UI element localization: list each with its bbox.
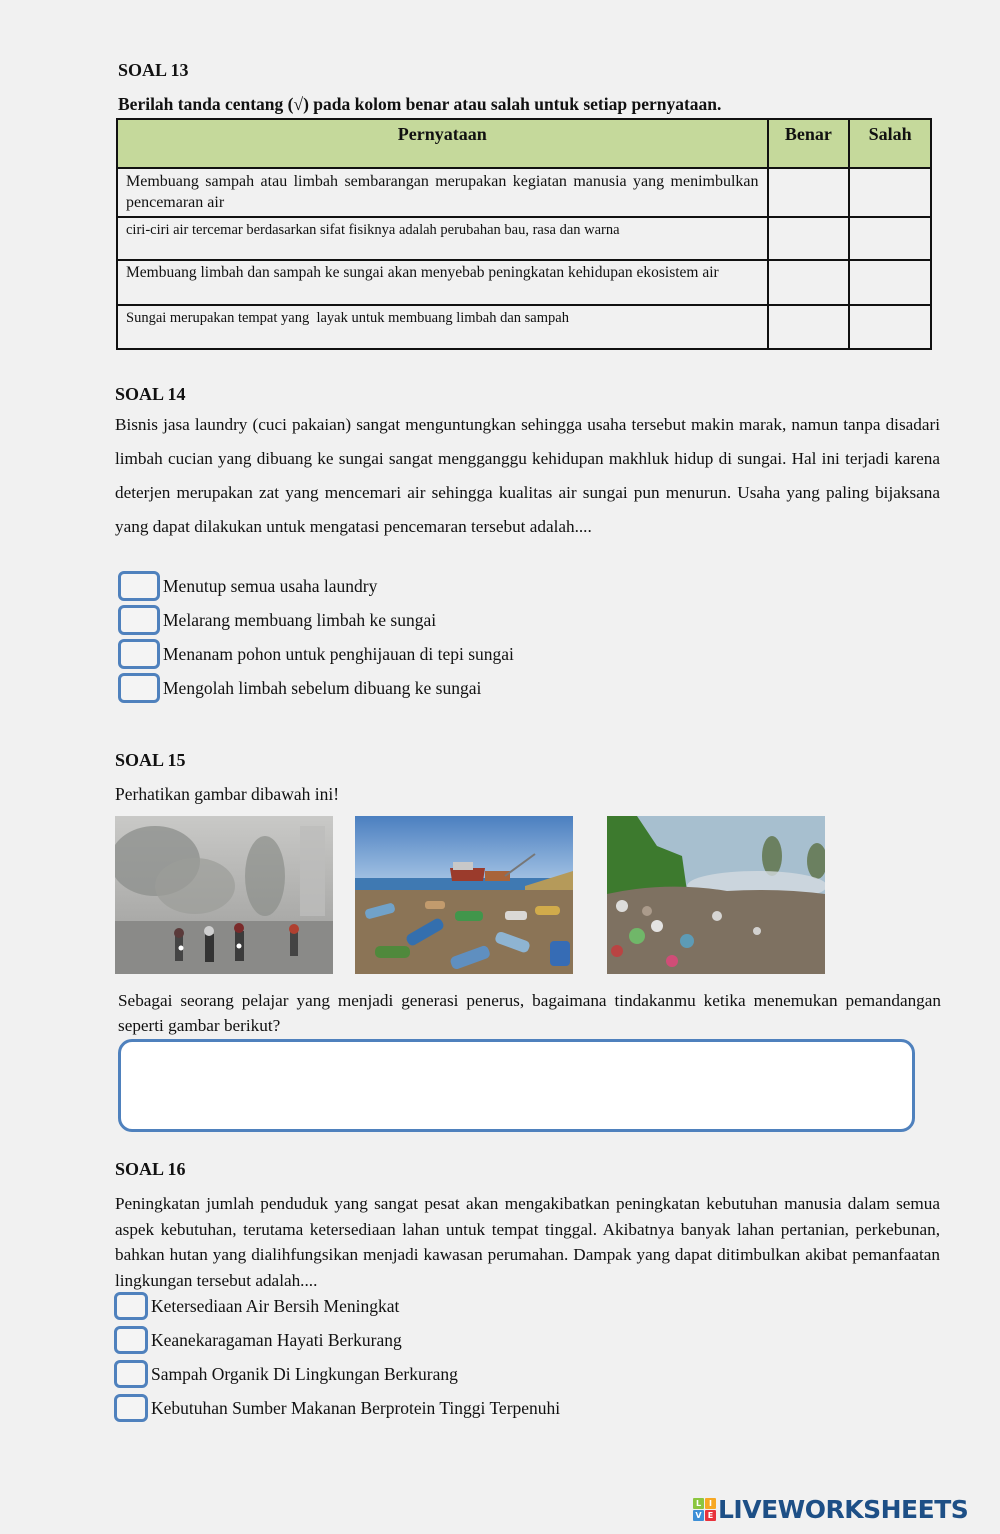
soal-16-option[interactable]: [114, 1292, 399, 1320]
true-false-table: [116, 118, 932, 350]
soal-14-option[interactable]: [118, 571, 377, 601]
option-label: Mengolah limbah sebelum dibuang ke sungai: [163, 677, 482, 698]
option-checkbox[interactable]: [114, 1394, 148, 1422]
table-row: [117, 260, 931, 305]
benar-checkbox-cell[interactable]: [768, 168, 850, 217]
option-label: Menutup semua usaha laundry: [163, 575, 378, 596]
option-label: Menanam pohon untuk penghijauan di tepi sungai: [163, 643, 514, 664]
option-checkbox[interactable]: [114, 1292, 148, 1320]
soal-14-option[interactable]: [118, 605, 436, 635]
logo-letter-l: L: [693, 1498, 704, 1509]
plastic-waste-beach-photo: [355, 816, 573, 974]
statement-cell: Sungai merupakan tempat yang layak untuk membuang limbah dan sampah: [117, 305, 768, 349]
live-blocks-icon: [693, 1498, 716, 1521]
soal-14-question: Bisnis jasa laundry (cuci pakaian) sangat menguntungkan sehingga usaha tersebut makin marak, namun tanpa disadari limbah cucian yang dibuang ke sungai sangat mengganggu kehidupan makhluk hidup di sungai. Hal ini terjadi karena deterjen merupakan zat yang mencemari air sehingga kualitas air sungai pun menurun. Usaha yang paling bijaksana yang dapat dilakukan untuk mengatasi pencemaran tersebut adalah....: [115, 415, 940, 536]
salah-checkbox-cell[interactable]: [849, 168, 931, 217]
option-label: Kebutuhan Sumber Makanan Berprotein Tinggi Terpenuhi: [151, 1397, 561, 1418]
header-salah: Salah: [849, 119, 931, 168]
logo-text: LIVEWORKSHEETS: [718, 1495, 969, 1524]
logo-letter-i: I: [705, 1498, 716, 1509]
smog-traffic-photo: [115, 816, 333, 974]
salah-checkbox-cell[interactable]: [849, 217, 931, 260]
table-row: [117, 305, 931, 349]
soal-15-question: Sebagai seorang pelajar yang menjadi generasi penerus, bagaimana tindakanmu ketika menemukan pemandangan seperti gambar berikut?: [118, 991, 941, 1035]
option-label: Sampah Organik Di Lingkungan Berkurang: [151, 1363, 458, 1384]
soal-15-instruction: Perhatikan gambar dibawah ini!: [115, 784, 340, 804]
soal-13-instruction: Berilah tanda centang (√) pada kolom benar atau salah untuk setiap pernyataan.: [118, 94, 722, 114]
option-checkbox[interactable]: [118, 639, 160, 669]
table-row: [117, 217, 931, 260]
option-label: Melarang membuang limbah ke sungai: [163, 609, 437, 630]
statement-cell: ciri-ciri air tercemar berdasarkan sifat fisiknya adalah perubahan bau, rasa dan warna: [117, 217, 768, 260]
header-pernyataan: Pernyataan: [117, 119, 768, 168]
statement-cell: Membuang limbah dan sampah ke sungai akan menyebab peningkatan kehidupan ekosistem air: [117, 260, 768, 305]
benar-checkbox-cell[interactable]: [768, 260, 850, 305]
option-label: Ketersediaan Air Bersih Meningkat: [151, 1295, 400, 1316]
statement-cell: Membuang sampah atau limbah sembarangan merupakan kegiatan manusia yang menimbulkan pencemaran air: [117, 168, 768, 217]
soal-14-option[interactable]: [118, 639, 514, 669]
soal-14-option[interactable]: [118, 673, 481, 703]
soal-14-title: SOAL 14: [115, 384, 186, 404]
soal-16-question: Peningkatan jumlah penduduk yang sangat pesat akan mengakibatkan peningkatan kebutuhan manusia dalam semua aspek kebutuhan, terutama ketersediaan lahan untuk tempat tinggal. Akibatnya banyak lahan pertanian, perkebunan, bahkan hutan yang dialihfungsikan menjadi kawasan perumahan. Dampak yang dapat ditimbulkan akibat pemanfaatan lingkungan tersebut adalah....: [115, 1194, 940, 1290]
soal-15-answer-input[interactable]: [118, 1039, 915, 1132]
option-checkbox[interactable]: [118, 571, 160, 601]
liveworksheets-logo: [693, 1495, 968, 1524]
salah-checkbox-cell[interactable]: [849, 305, 931, 349]
burning-garbage-dump-photo: [607, 816, 825, 974]
soal-16-title: SOAL 16: [115, 1159, 186, 1179]
soal-16-option[interactable]: [114, 1326, 402, 1354]
option-checkbox[interactable]: [114, 1326, 148, 1354]
soal-15-title: SOAL 15: [115, 750, 186, 770]
soal-16-option[interactable]: [114, 1394, 560, 1422]
salah-checkbox-cell[interactable]: [849, 260, 931, 305]
benar-checkbox-cell[interactable]: [768, 217, 850, 260]
option-label: Keanekaragaman Hayati Berkurang: [151, 1329, 402, 1350]
option-checkbox[interactable]: [114, 1360, 148, 1388]
option-checkbox[interactable]: [118, 605, 160, 635]
logo-letter-v: V: [693, 1510, 704, 1521]
option-checkbox[interactable]: [118, 673, 160, 703]
table-row: [117, 168, 931, 217]
soal-16-option[interactable]: [114, 1360, 458, 1388]
table-header-row: [117, 119, 931, 168]
benar-checkbox-cell[interactable]: [768, 305, 850, 349]
header-benar: Benar: [768, 119, 850, 168]
logo-letter-e: E: [705, 1510, 716, 1521]
soal-13-title: SOAL 13: [118, 60, 189, 80]
